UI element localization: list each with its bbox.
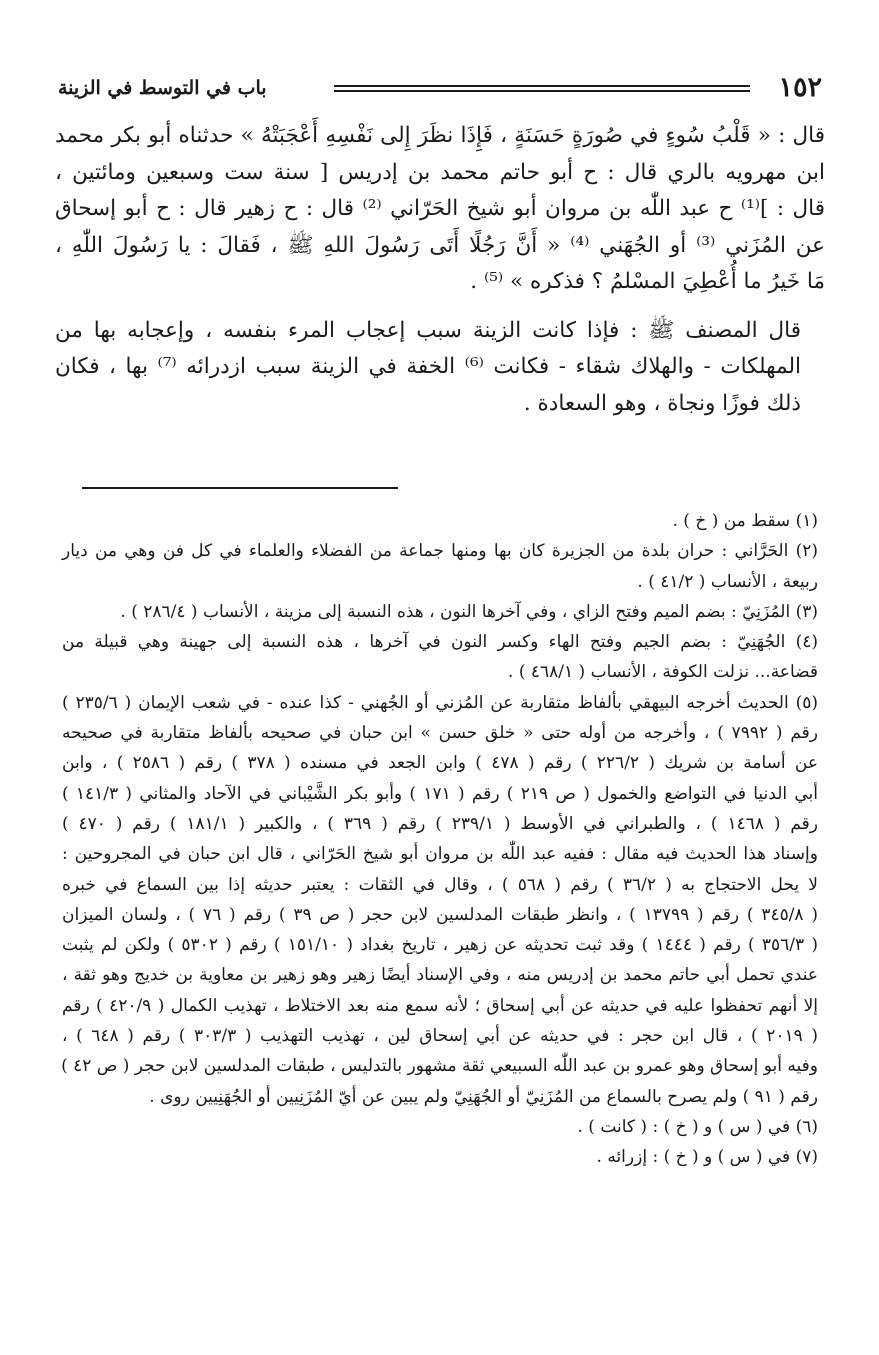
footnote-7: [62, 1142, 818, 1172]
footnote-line: (٤) الجُهَنِيّ : بضم الجيم وفتح الهاء وكسر النون في آخرها ، هذه النسبة إلى جهينة وهي قبيلة من: [62, 632, 818, 653]
text-line: مَا خَيرُ ما أُعْطِيَ المسْلمُ ؟ فذكره » ⁽⁵⁾ .: [470, 269, 825, 294]
text-line: المهلكات - والهلاك شقاء - فكانت ⁽⁶⁾ الخفة في الزينة سبب ازدرائه ⁽⁷⁾ بها ، فكان: [55, 354, 801, 379]
footnote-line: لا يحل الاحتجاج به ( ٣٦/٢ ) رقم ( ٥٦٨ ) ، وقال في الثقات : يعتبر حديثه إذا بين السماع في خبره: [62, 874, 818, 895]
footnote-line: وفيه أبو إسحاق وهو عمرو بن عبد اللّٰه السبيعي ثقة مشهور بالتدليس ، طبقات المدلسين لابن حجر ( ص ٤٢ ): [61, 1056, 818, 1077]
footnote-1: [62, 506, 818, 536]
text-line: قال : « قَلْبُ سُوءٍ في صُورَةٍ حَسَنَةٍ ، فَإِذَا نظَرَ إِلى نَفْسِهِ أَعْجَبَتْهُ » حدثناه أبو بكر محمد: [55, 123, 825, 148]
footnote-line: ( ٢٠١٩ ) ، قال ابن حجر : في حديثه عن أبي إسحاق لين ، تهذيب التهذيب ( ٣٠٣/٣ ) رقم ( ٦٤٨ ) ،: [62, 1026, 818, 1047]
footnote-4: [62, 627, 818, 688]
running-title: باب في التوسط في الزينة: [58, 77, 267, 99]
footnotes: [62, 506, 818, 1173]
main-text: [55, 118, 825, 422]
text-line: قال : ]⁽¹⁾ ح عبد اللّٰه بن مروان أبو شيخ الحَرّاني ⁽²⁾ قال : ح زهير قال : ح أبو إسحاق: [55, 196, 826, 221]
footnote-line: رقم ( ١٤٦٨ ) ، والطبراني في الأوسط ( ٢٣٩/١ ) رقم ( ٣٦٩ ) ، والكبير ( ١٨١/١ ) رقم ( ٤٧٠ ): [62, 813, 819, 834]
paragraph-hadith: [55, 118, 825, 301]
footnote-line: (٧) في ( س ) و ( خ ) : إزرائه .: [596, 1147, 818, 1168]
footnote-3: [62, 597, 818, 627]
footnote-6: [62, 1112, 818, 1142]
footnote-line: (٢) الحَرَّاني : حران بلدة من الجزيرة كان بها ومنها جماعة من الفضلاء والعلماء في كل فن وهي من ديار: [62, 541, 818, 562]
footnote-line: وإسناد هذا الحديث فيه مقال : ففيه عبد اللّٰه بن مروان أبو شيخ الحَرّاني ، قال ابن حبان في المجروحين :: [62, 844, 818, 865]
footnote-line: (٦) في ( س ) و ( خ ) : ( كانت ) .: [577, 1116, 818, 1137]
footnote-divider: [82, 487, 398, 489]
footnote-line: عن أسامة بن شريك ( ٢٢٦/٢ ) رقم ( ٤٧٨ ) وابن الجعد في مسنده ( ٣٧٨ ) رقم ( ٢٥٨٦ ) ، وابن: [62, 753, 819, 774]
footnote-line: قضاعة... نزلت الكوفة ، الأنساب ( ٤٦٨/١ ) .: [508, 662, 818, 683]
footnote-line: إلا أنهم تحفظوا عليه في حديثه عن أبي إسحاق ؛ لأنه سمع منه بعد الاختلاط ، تهذيب الكمال ( ٤٢٠/٩ ) رقم: [62, 995, 818, 1016]
text-line: عن المُزَني ⁽³⁾ أو الجُهَني ⁽⁴⁾ « أَنَّ رَجُلًا أَتَى رَسُولَ اللهِ ﷺ ، فَقالَ : يا رَسُولَ اللّٰهِ ،: [55, 232, 825, 258]
page-number: ١٥٢: [778, 72, 822, 103]
footnote-5: [62, 688, 818, 1112]
text-line: قال المصنف ﷺ : فإذا كانت الزينة سبب إعجاب المرء بنفسه ، وإعجابه بها من: [55, 317, 801, 343]
footnote-line: (٥) الحديث أخرجه البيهقي بألفاظ متقاربة عن المُزني أو الجُهني - كذا عنده - في شعب الإيمان ( ٢٣٥/٦ ): [62, 692, 818, 713]
text-line: ابن مهرويه بالري قال : ح أبو حاتم محمد بن إدريس [ سنة ست وسبعين ومائتين ،: [55, 159, 825, 185]
footnote-line: أبي الدنيا في التواضع والخمول ( ص ٢١٩ ) رقم ( ١٧١ ) وأبو بكر الشَّيْباني في الآحاد والمثاني ( ١٤١/٣ ): [62, 783, 819, 804]
footnote-line: ( ٣٤٥/٨ ) رقم ( ١٣٧٩٩ ) ، وانظر طبقات المدلسين لابن حجر ( ص ٣٩ ) رقم ( ٧٦ ) ، ولسان الميزان: [62, 904, 819, 925]
page-header: [58, 68, 822, 108]
header-rule: [334, 85, 750, 92]
footnote-line: رقم ( ٧٩٩٢ ) ، وأخرجه من أوله حتى « خلق حسن » ابن حبان في صحيحه بألفاظ متقاربة في صحيحه: [62, 723, 818, 744]
footnote-line: (٣) المُزَنِيّ : بضم الميم وفتح الزاي ، وفي آخرها النون ، هذه النسبة إلى مزينة ، الأنساب ( ٢٨٦/٤ ) .: [120, 601, 818, 622]
footnote-line: رقم ( ٩١ ) ولم يصرح بالسماع من المُزَنِيّ أو الجُهَنِيّ ولم يبين عن أيّ المُزَنِيين أو الجُهَنِيين روى .: [149, 1086, 818, 1107]
footnote-line: عندي تحمل أبي حاتم محمد بن إدريس منه ، وفي الإسناد أيضًا زهير وهو زهير بن معاوية بن خديج وهو ثقة ،: [62, 965, 818, 986]
footnote-2: [62, 536, 818, 597]
paragraph-author-comment: [55, 313, 825, 423]
footnote-line: ربيعة ، الأنساب ( ٤١/٢ ) .: [637, 571, 818, 592]
footnote-line: ( ٣٥٦/٣ ) رقم ( ١٤٤٤ ) وقد ثبت تحديثه عن زهير ، تاريخ بغداد ( ١٥١/١٠ ) رقم ( ٥٣٠٢ ) ولكن لم يثبت: [62, 935, 818, 956]
footnote-line: (١) سقط من ( خ ) .: [672, 511, 818, 531]
text-line: ذلك فوزًا ونجاة ، وهو السعادة .: [523, 390, 801, 416]
